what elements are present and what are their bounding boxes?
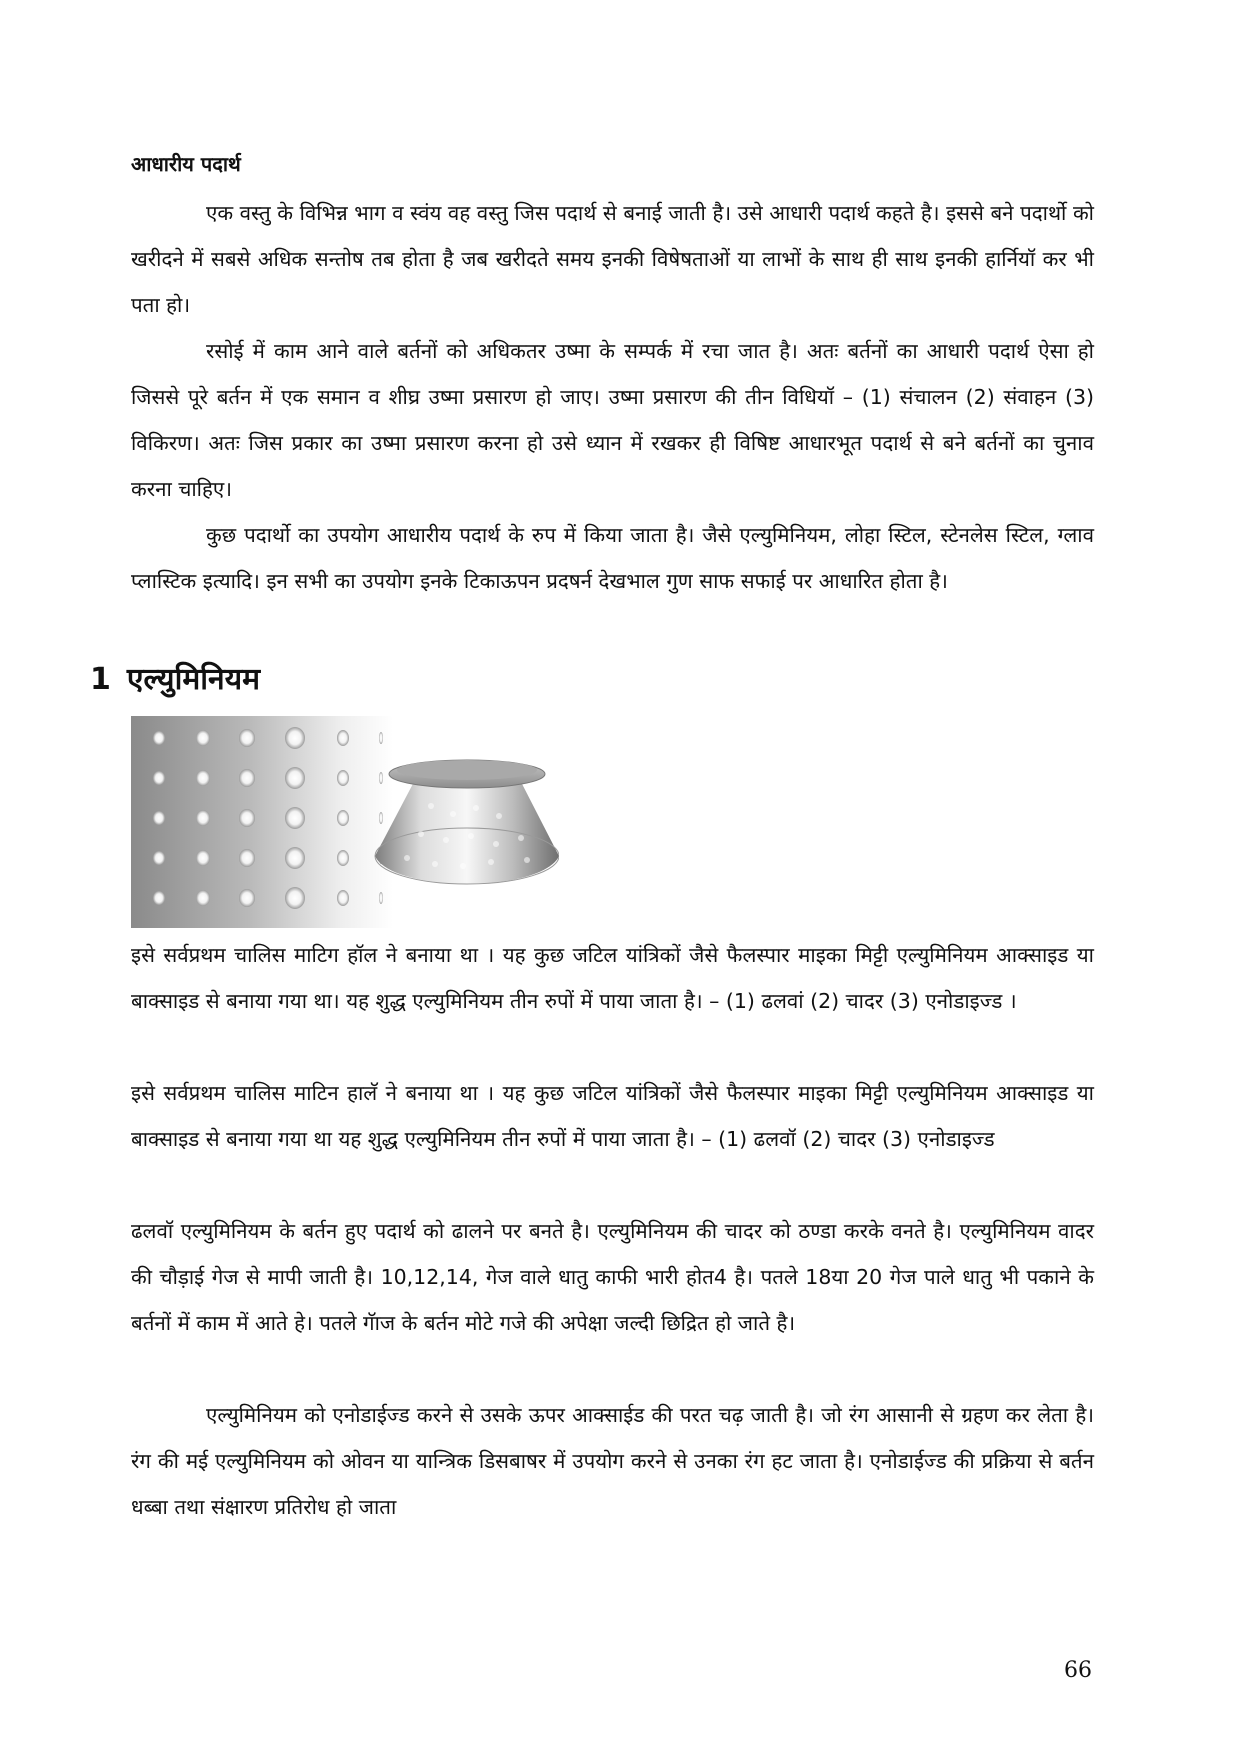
section-title: एल्युमिनियम [126, 662, 261, 697]
section-number: 1 [90, 662, 111, 697]
section-heading [90, 658, 260, 702]
paragraph-1: एक वस्तु के विभिन्न भाग व स्वंय वह वस्तु जिस पदार्थ से बनाई जाती है। उसे आधारी पदार्थ कहते है। इससे बने पदार्थो को खरीदने में सबसे अधिक सन्तोष तब होता है जब खरीदते समय इनकी विषेषताओं या लाभों के साथ ही साथ इनकी हार्नियॉ कर भी पता हो। [131, 201, 1094, 317]
subheading: आधारीय पदार्थ [131, 152, 241, 176]
paragraph-5: इसे सर्वप्रथम चालिस माटिन हालॅ ने बनाया था । यह कुछ जटिल यांत्रिकों जैसे फैलस्पार माइका मिट्टी एल्युमिनियम आक्साइड या बाक्साइड से बनाया गया था यह शुद्ध एल्युमिनियम तीन रुपों में पाया जाता है। – (1) ढलवॉ (2) चादर (3) एनोडाइज्ड [131, 1081, 1094, 1151]
paragraph-7: एल्युमिनियम को एनोडाईज्ड करने से उसके ऊपर आक्साईड की परत चढ़ जाती है। जो रंग आसानी से ग्रहण कर लेता है। रंग की मई एल्युमिनियम को ओवन या यान्त्रिक डिसबाषर में उपयोग करने से उनका रंग हट जाता है। एनोडाईज्ड की प्रक्रिया से बर्तन धब्बा तथा संक्षारण प्रतिरोध हो जाता [131, 1403, 1094, 1519]
paragraph-3: कुछ पदार्थो का उपयोग आधारीय पदार्थ के रुप में किया जाता है। जैसे एल्युमिनियम, लोहा स्टिल, स्टेनलेस स्टिल, ग्लाव प्लास्टिक इत्यादि। इन सभी का उपयोग इनके टिकाऊपन प्रदषर्न देखभाल गुण साफ सफाई पर आधारित होता है। [131, 523, 1094, 593]
paragraph-6: ढलवॉ एल्युमिनियम के बर्तन हुए पदार्थ को ढालने पर बनते है। एल्युमिनियम की चादर को ठण्डा करके वनते है। एल्युमिनियम वादर की चौड़ाई गेज से मापी जाती है। 10,12,14, गेज वाले धातु काफी भारी होत4 है। पतले 18या 20 गेज पाले धातु भी पकाने के बर्तनों में काम में आते हे। पतले गॅाज के बर्तन मोटे गजे की अपेक्षा जल्दी छिद्रित हो जाते है। [131, 1219, 1094, 1335]
paragraph-2: रसोई में काम आने वाले बर्तनों को अधिकतर उष्मा के सम्पर्क में रचा जात है। अतः बर्तनों का आधारी पदार्थ ऐसा हो जिससे पूरे बर्तन में एक समान व शीघ्र उष्मा प्रसारण हो जाए। उष्मा प्रसारण की तीन विधियॉ – (1) संचालन (2) संवाहन (3) विकिरण। अतः जिस प्रकार का उष्मा प्रसारण करना हो उसे ध्यान में रखकर ही विषिष्ट आधारभूत पदार्थ से बने बर्तनों का चुनाव करना चाहिए। [131, 339, 1094, 501]
aluminium-figure [131, 716, 559, 928]
aluminium-pot-image [375, 760, 559, 884]
paragraph-4: इसे सर्वप्रथम चालिस माटिग हॉल ने बनाया था । यह कुछ जटिल यांत्रिकों जैसे फैलस्पार माइका मिट्टी एल्युमिनियम आक्साइड या बाक्साइड से बनाया गया था। यह शुद्ध एल्युमिनियम तीन रुपों में पाया जाता है। – (1) ढलवां (2) चादर (3) एनोडाइज्ड । [131, 943, 1094, 1013]
page-number: 66 [1064, 1658, 1092, 1683]
perforated-sheet-image [131, 716, 393, 928]
